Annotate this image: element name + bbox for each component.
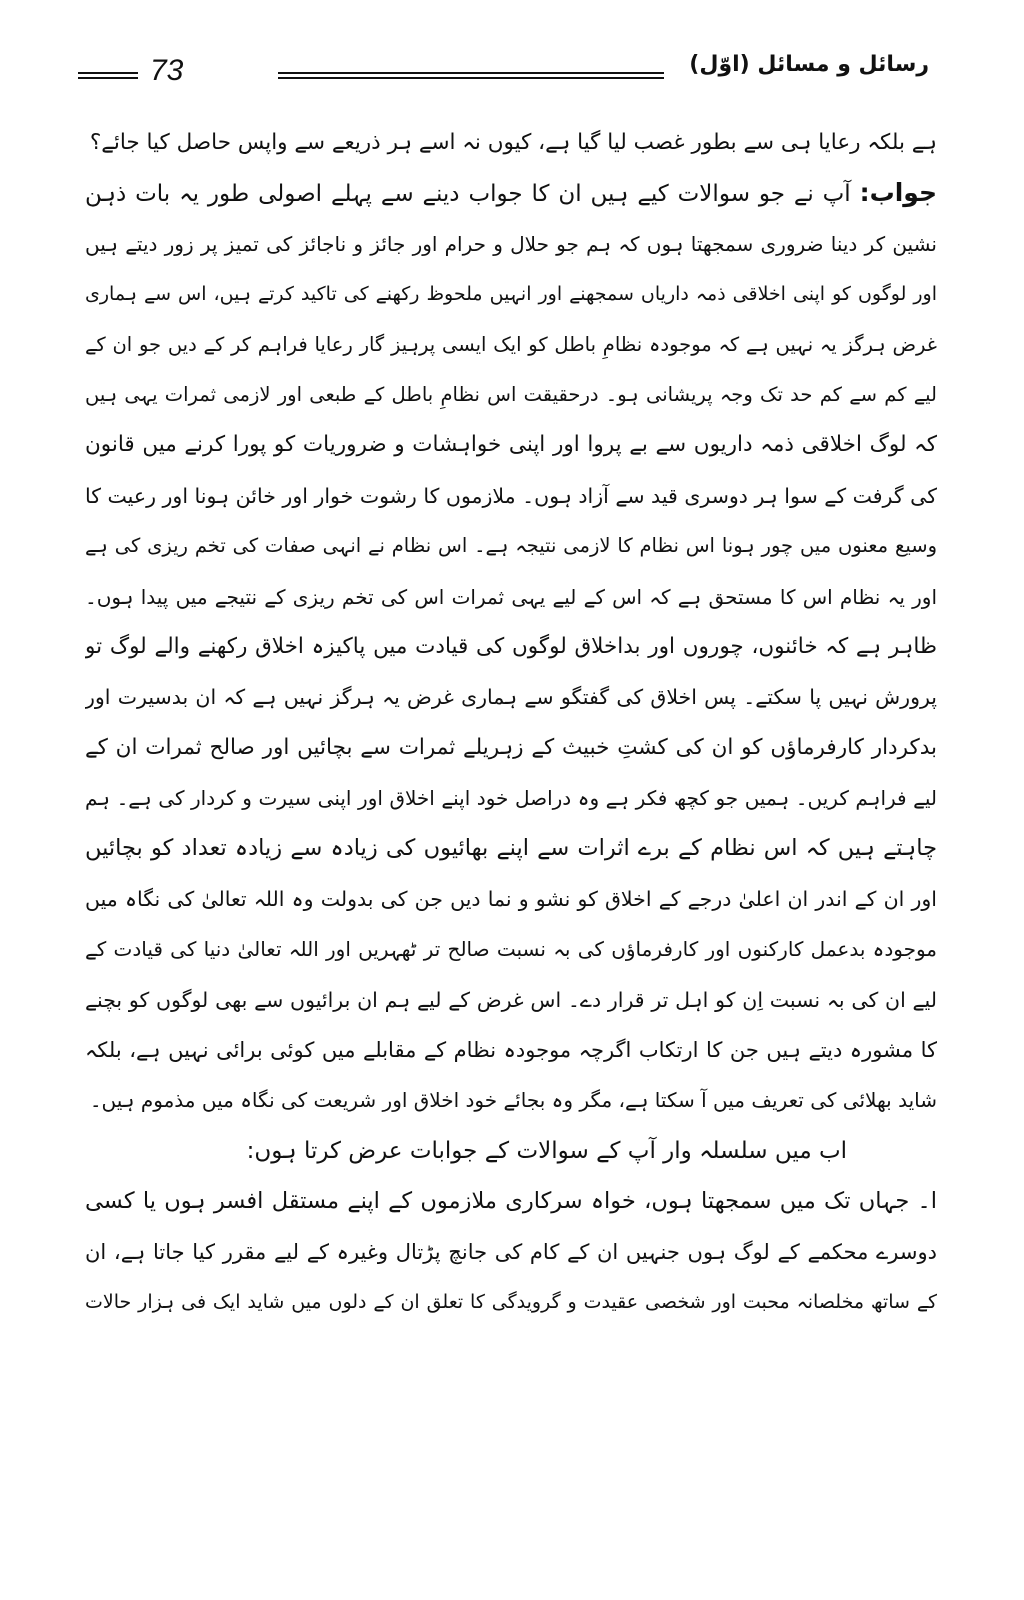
header-rule-left xyxy=(78,72,138,79)
header-rule xyxy=(278,72,664,79)
text-line: کے ساتھ مخلصانہ محبت اور شخصی عقیدت و گرویدگی کا تعلق ان کے دلوں میں شاید ایک فی ہزار حالات xyxy=(85,1290,937,1313)
text-line: اب میں سلسلہ وار آپ کے سوالات کے جوابات عرض کرتا ہوں: xyxy=(246,1137,847,1164)
text-line: بدکردار کارفرماؤں کو ان کی کشتِ خبیث کے زہریلے ثمرات سے بچائیں اور صالح ثمرات ان کے xyxy=(85,734,937,760)
text-line-answer xyxy=(85,168,937,218)
text-line: ظاہر ہے کہ خائنوں، چوروں اور بداخلاق لوگوں کی قیادت میں پاکیزہ اخلاق رکھنے والے لوگ تو xyxy=(85,633,937,659)
text-line: موجودہ بدعمل کارکنوں اور کارفرماؤں کی بہ نسبت صالح تر ٹھہریں اور اللہ تعالیٰ دنیا کی قیادت کے xyxy=(85,937,937,962)
page-number: 73 xyxy=(150,54,184,87)
text-line: نشین کر دینا ضروری سمجھتا ہوں کہ ہم جو حلال و حرام اور جائز و ناجائز کی تمیز پر زور دیتے ہیں xyxy=(85,231,937,256)
body-text xyxy=(85,118,937,1327)
text-line: ہے بلکہ رعایا ہی سے بطور غصب لیا گیا ہے، کیوں نہ اسے ہر ذریعے سے واپس حاصل کیا جائے؟ xyxy=(89,130,937,155)
running-header xyxy=(78,52,929,94)
text-line: اور لوگوں کو اپنی اخلاقی ذمہ داریاں سمجھنے اور انہیں ملحوظ رکھنے کی تاکید کرتے ہیں، اس سے ہماری xyxy=(85,283,937,306)
text-line: چاہتے ہیں کہ اس نظام کے برے اثرات سے اپنے بھائیوں کی زیادہ سے زیادہ تعداد کو بچائیں xyxy=(85,835,937,862)
text-line: لیے فراہم کریں۔ ہمیں جو کچھ فکر ہے وہ دراصل خود اپنے اخلاق اور اپنی سیرت و کردار کی ہے۔ ہم xyxy=(85,786,937,811)
text-line: غرض ہرگز یہ نہیں ہے کہ موجودہ نظامِ باطل کو ایک ایسی پرہیز گار رعایا فراہم کر کے دیں جو ان کے xyxy=(85,332,937,356)
text-line: آپ نے جو سوالات کیے ہیں ان کا جواب دینے سے پہلے اصولی طور یہ بات ذہن xyxy=(85,181,851,208)
text-line: شاید بھلائی کی تعریف میں آ سکتا ہے، مگر وہ بجائے خود اخلاق اور شریعت کی نگاہ میں مذموم ہیں۔ xyxy=(89,1088,937,1113)
text-line: لیے ان کی بہ نسبت اِن کو اہل تر قرار دے۔ اس غرض کے لیے ہم ان برائیوں سے بھی لوگوں کو بچنے xyxy=(85,987,937,1012)
text-line: لیے کم سے کم حد تک وجہ پریشانی ہو۔ درحقیقت اس نظامِ باطل کے طبعی اور لازمی ثمرات یہی ہیں xyxy=(85,382,937,406)
text-line: اور یہ نظام اس کا مستحق ہے کہ اس کے لیے یہی ثمرات اس کی تخم ریزی کے نتیجے میں پیدا ہوں۔ xyxy=(85,584,937,609)
text-line: کی گرفت کے سوا ہر دوسری قید سے آزاد ہوں۔ ملازموں کا رشوت خوار اور خائن ہونا اور رعیت کا xyxy=(85,483,937,508)
text-line: اور ان کے اندر ان اعلیٰ درجے کے اخلاق کو نشو و نما دیں جن کی بدولت وہ اللہ تعالیٰ کی نگاہ میں xyxy=(85,886,937,911)
text-line: کہ لوگ اخلاقی ذمہ داریوں سے بے پروا اور اپنی خواہشات و ضروریات کو پورا کرنے میں قانون xyxy=(85,432,937,458)
list-item-1: ا۔ جہاں تک میں سمجھتا ہوں، خواہ سرکاری ملازموں کے اپنے مستقل افسر ہوں یا کسی xyxy=(85,1188,937,1215)
answer-label: جواب: xyxy=(859,178,937,208)
text-line: دوسرے محکمے کے لوگ ہوں جنہیں ان کے کام کی جانچ پڑتال وغیرہ کے لیے مقرر کیا جاتا ہے، ان xyxy=(85,1239,937,1264)
text-line: پرورش نہیں پا سکتے۔ پس اخلاق کی گفتگو سے ہماری غرض یہ ہرگز نہیں ہے کہ ان بدسیرت اور xyxy=(85,685,937,710)
text-line: کا مشورہ دیتے ہیں جن کا ارتکاب اگرچہ موجودہ نظام کے مقابلے میں کوئی برائی نہیں ہے، بلکہ xyxy=(85,1038,937,1063)
text-line: وسیع معنوں میں چور ہونا اس نظام کا لازمی نتیجہ ہے۔ اس نظام نے انہی صفات کی تخم ریزی کی ہے xyxy=(85,534,937,558)
running-title: رسائل و مسائل (اوّل) xyxy=(689,52,929,77)
